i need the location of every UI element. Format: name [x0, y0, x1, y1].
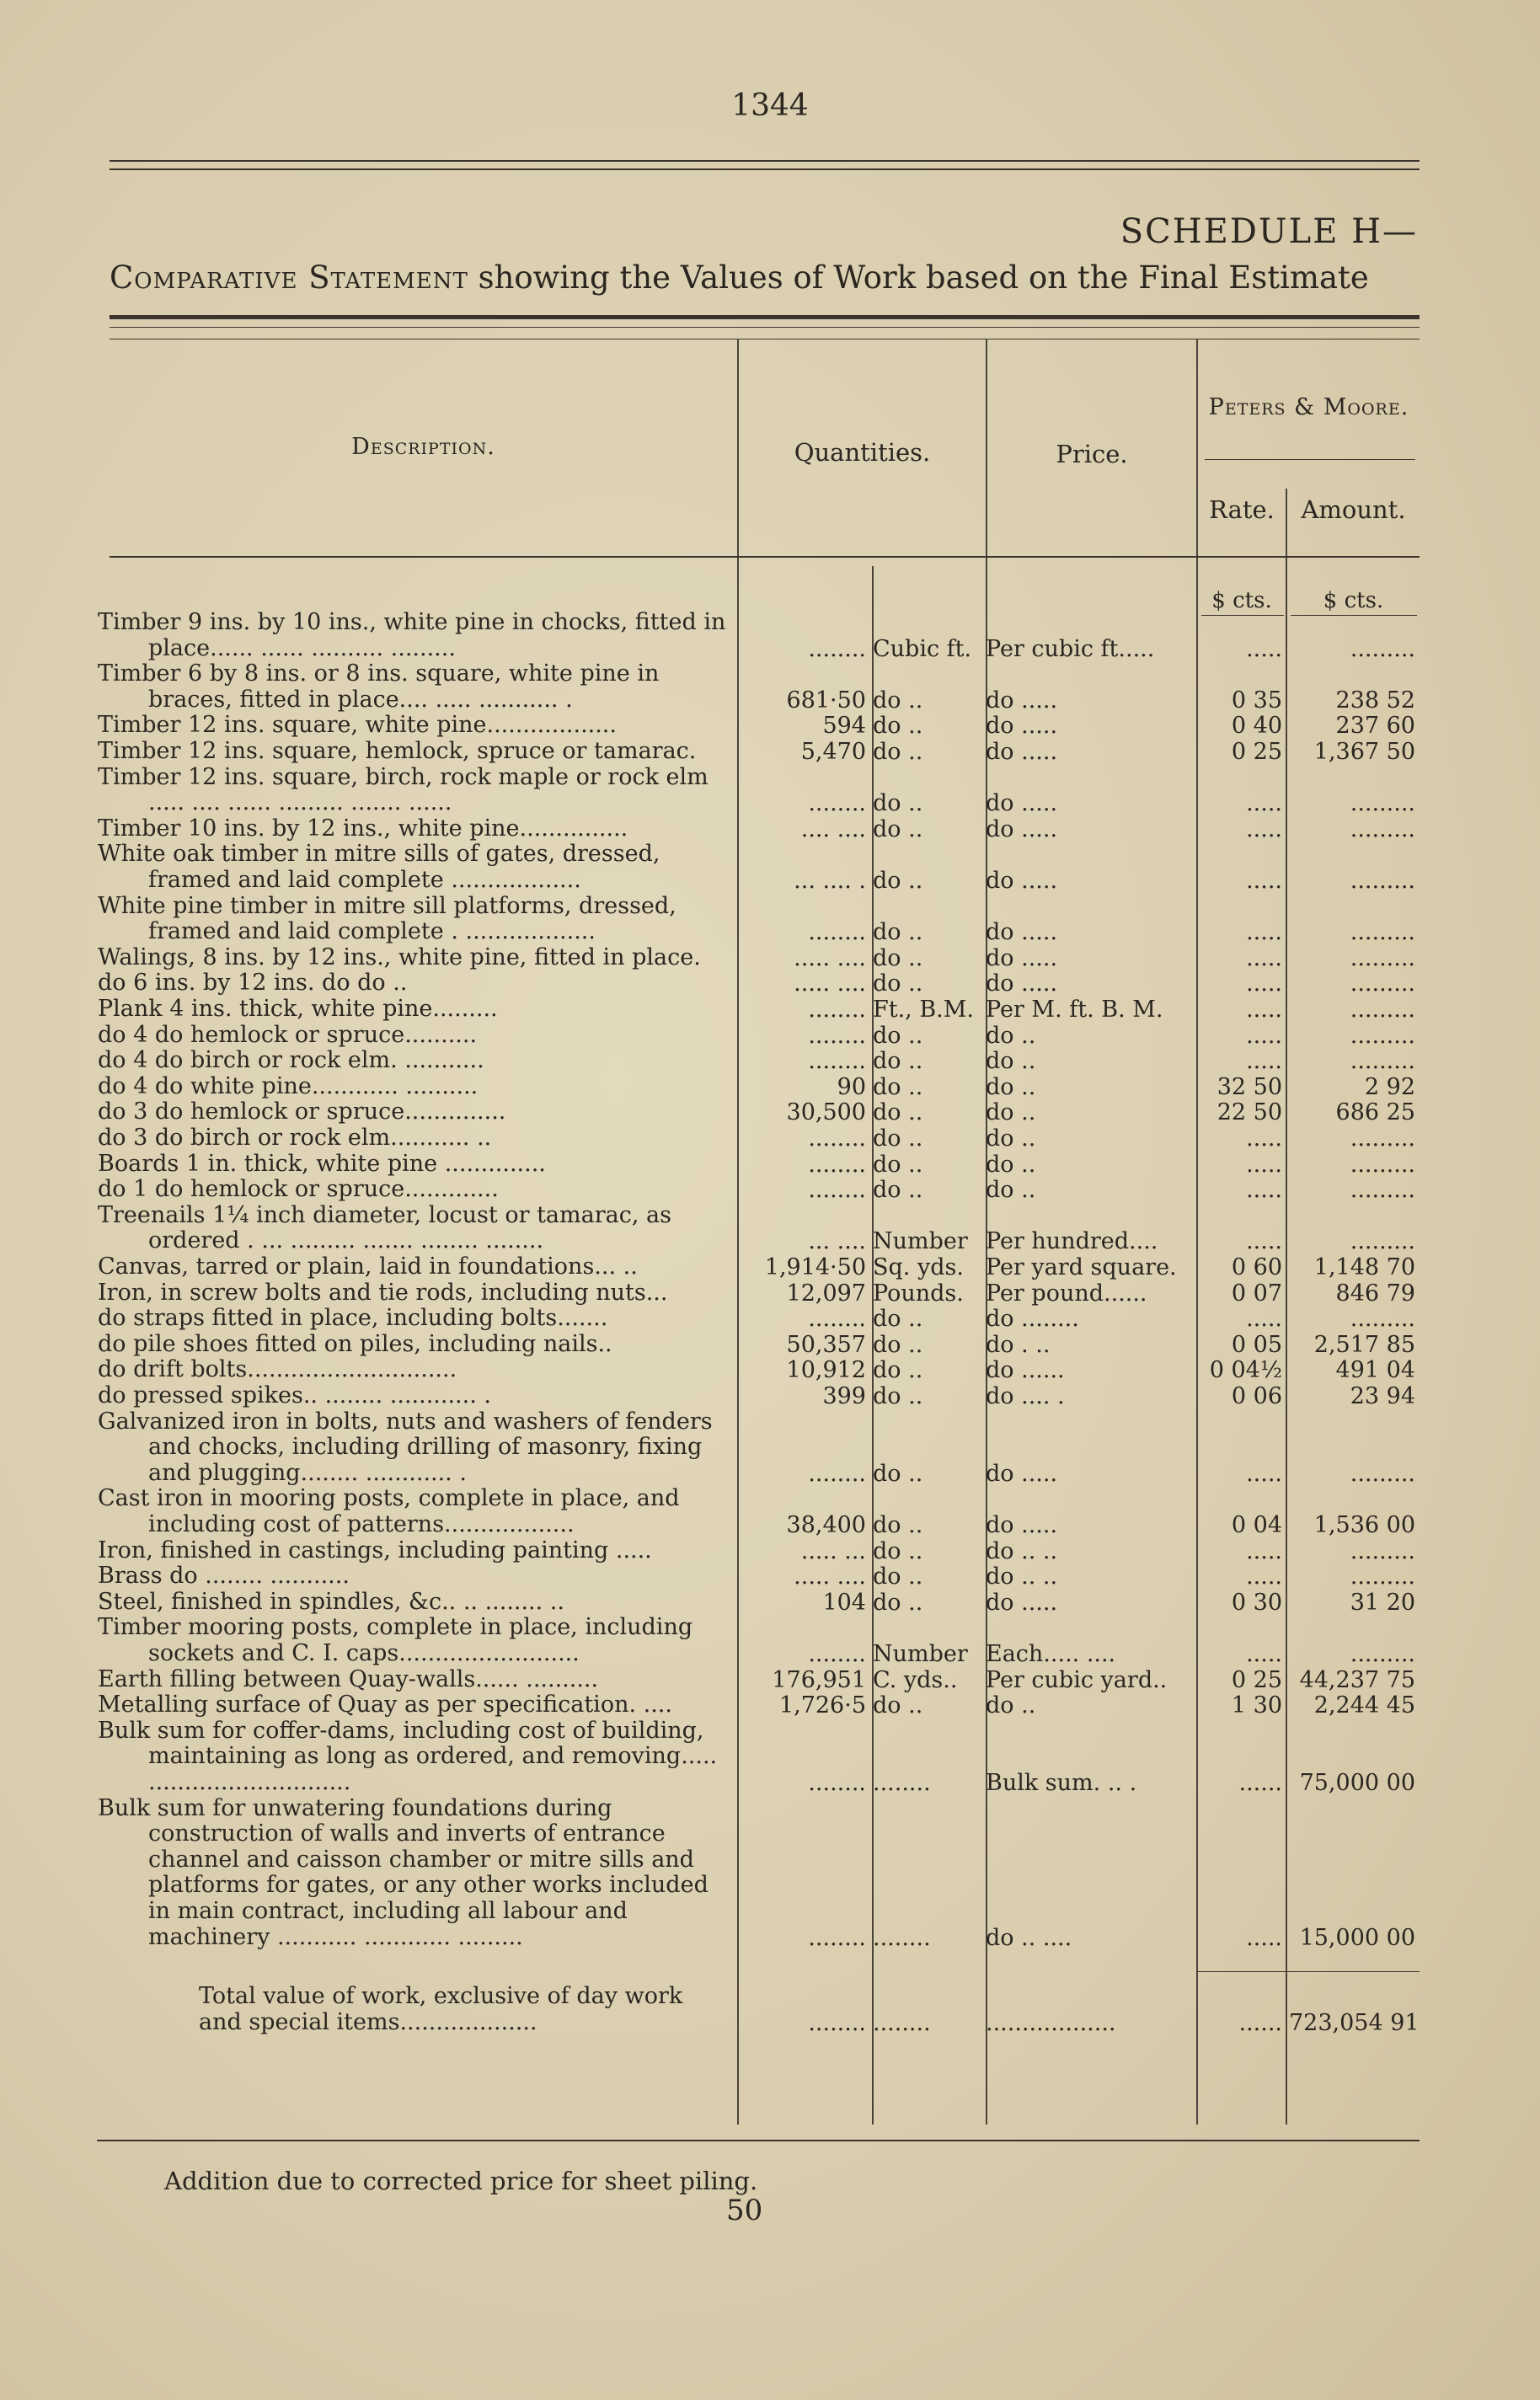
row-rate: 0 25 — [1231, 739, 1282, 765]
row-price: do ..... — [986, 815, 1058, 842]
row-description: Walings, 8 ins. by 12 ins., white pine, fitted in place. — [98, 943, 701, 970]
row-rate: 0 06 — [1231, 1383, 1282, 1409]
row-description: do pile shoes fitted on piles, including nails.. — [98, 1330, 612, 1357]
header-bottom-rule — [110, 556, 1420, 558]
row-price: do ..... — [986, 1512, 1058, 1538]
row-unit: do .. — [873, 1177, 923, 1204]
row-quantity: ... .... . — [794, 868, 866, 894]
table-bottom-rule — [97, 2140, 1420, 2141]
row-quantity: 1,914·50 — [764, 1254, 866, 1280]
row-rate: 0 40 — [1231, 713, 1282, 740]
row-unit: do .. — [873, 1331, 923, 1358]
row-amount: 237 60 — [1335, 713, 1415, 740]
row-description: Steel, finished in spindles, &c.. .. ........ .. — [98, 1588, 564, 1615]
column-line-rate-amount — [1286, 489, 1287, 2125]
row-rate: 0 05 — [1231, 1331, 1282, 1358]
row-description: do 1 do hemlock or spruce............. — [98, 1176, 499, 1203]
row-rate: ..... — [1246, 1537, 1282, 1564]
row-quantity: ........ — [808, 1177, 866, 1204]
row-price: do ..... — [986, 687, 1058, 714]
row-price: do ..... — [986, 713, 1058, 740]
row-rate: 0 30 — [1231, 1589, 1282, 1616]
header-firm: Peters & Moore. — [1208, 394, 1409, 420]
row-rate: ..... — [1246, 997, 1282, 1023]
row-quantity: 1,726·5 — [778, 1692, 866, 1719]
row-price: Per pound...... — [986, 1280, 1147, 1307]
row-description: Galvanized iron in bolts, nuts and washers of fenders and chocks, including drilling of masonry, fixing and plugging........ ............ . — [98, 1408, 713, 1486]
row-unit: do .. — [873, 1306, 923, 1333]
row-price: do ..... — [986, 790, 1058, 817]
row-amount: ......... — [1350, 635, 1415, 662]
subtitle-rest: showing the Values of Work based on the Final Estimate — [468, 259, 1369, 296]
row-quantity: ........ — [808, 1151, 866, 1178]
row-description: Total value of work, exclusive of day work and special items................... — [199, 1983, 683, 2035]
row-description: Timber 9 ins. by 10 ins., white pine in chocks, fitted in place...... ...... .......... ......... — [98, 609, 726, 661]
row-amount: ......... — [1350, 1048, 1415, 1075]
row-unit: do .. — [873, 1022, 923, 1049]
row-description: Timber mooring posts, complete in place, including sockets and C. I. caps......................... — [98, 1614, 693, 1666]
subtitle-smallcaps: Comparative Statement — [110, 259, 468, 296]
row-price: do ........ — [986, 1306, 1079, 1333]
footnote: Addition due to corrected price for sheet piling. — [164, 2167, 758, 2195]
row-price: do ..... — [986, 970, 1058, 997]
row-amount: ......... — [1350, 997, 1415, 1023]
row-unit: Ft., B.M. — [873, 997, 974, 1023]
row-amount: ......... — [1350, 1641, 1415, 1667]
row-description: do pressed spikes.. ........ ............ . — [98, 1382, 491, 1408]
row-quantity: 5,470 — [800, 739, 866, 765]
row-amount: ......... — [1350, 1537, 1415, 1564]
row-amount: 23 94 — [1350, 1383, 1415, 1409]
row-description: do 3 do hemlock or spruce.............. — [98, 1098, 506, 1125]
row-unit: do .. — [873, 1460, 923, 1487]
row-price: Bulk sum. .. . — [986, 1770, 1137, 1796]
row-description: Plank 4 ins. thick, white pine......... — [98, 996, 498, 1022]
row-price: Per hundred.... — [986, 1228, 1158, 1255]
row-quantity: ........ — [808, 2009, 866, 2036]
row-price: do .. — [986, 1022, 1036, 1049]
row-rate: ...... — [1238, 1770, 1282, 1796]
row-rate: ..... — [1246, 868, 1282, 894]
row-description: Boards 1 in. thick, white pine .............. — [98, 1150, 546, 1177]
row-price: do ..... — [986, 919, 1058, 946]
row-quantity: ........ — [808, 1306, 866, 1333]
row-rate: 0 04½ — [1209, 1357, 1282, 1384]
row-quantity: ........ — [808, 997, 866, 1023]
row-rate: ..... — [1246, 1125, 1282, 1152]
row-price: do .. — [986, 1073, 1036, 1100]
row-amount: ......... — [1350, 790, 1415, 817]
row-amount: 686 25 — [1335, 1099, 1415, 1126]
row-price: Each..... .... — [986, 1641, 1116, 1667]
row-rate: 0 60 — [1231, 1254, 1282, 1280]
row-description: do 3 do birch or rock elm........... .. — [98, 1125, 492, 1151]
row-quantity: .... .... — [800, 815, 866, 842]
row-description: White oak timber in mitre sills of gates, dressed, framed and laid complete .................. — [98, 841, 660, 893]
row-rate: ...... — [1238, 2009, 1282, 2036]
row-amount: 1,367 50 — [1313, 739, 1415, 765]
row-description: Timber 12 ins. square, hemlock, spruce or tamarac. — [98, 738, 697, 764]
row-amount: ......... — [1350, 1177, 1415, 1204]
row-unit: do .. — [873, 1073, 923, 1100]
row-quantity: 10,912 — [786, 1357, 866, 1384]
row-rate: 0 35 — [1231, 687, 1282, 714]
row-amount: 44,237 75 — [1299, 1666, 1415, 1693]
row-unit: do .. — [873, 1357, 923, 1384]
row-quantity: ........ — [808, 1048, 866, 1075]
row-rate: 0 07 — [1231, 1280, 1282, 1307]
top-rule-2 — [110, 168, 1420, 170]
row-quantity: 681·50 — [786, 687, 866, 714]
amount-unit: $ cts. — [1323, 588, 1384, 613]
row-rate: 1 30 — [1231, 1692, 1282, 1719]
row-price: Per M. ft. B. M. — [986, 997, 1163, 1023]
row-price: do ..... — [986, 1460, 1058, 1487]
rate-unit: $ cts. — [1211, 588, 1272, 613]
row-rate: ..... — [1246, 790, 1282, 817]
row-unit: do .. — [873, 944, 923, 971]
row-price: .................. — [986, 2009, 1116, 2036]
header-rate: Rate. — [1209, 495, 1275, 524]
row-price: do .... . — [986, 1383, 1065, 1409]
row-unit: do .. — [873, 687, 923, 714]
top-rule-1 — [110, 160, 1420, 162]
row-description: Metalling surface of Quay as per specification. .... — [98, 1692, 672, 1718]
row-price: do .. .... — [986, 1924, 1072, 1951]
title-rule-thick — [110, 315, 1420, 319]
row-amount: ......... — [1350, 970, 1415, 997]
row-rate: ..... — [1246, 1306, 1282, 1333]
row-rate: ..... — [1246, 919, 1282, 946]
row-description: Timber 10 ins. by 12 ins., white pine............... — [98, 815, 628, 842]
row-unit: do .. — [873, 1383, 923, 1409]
row-amount: ......... — [1350, 1563, 1415, 1590]
title-rule-thin — [110, 327, 1420, 328]
row-rate: ..... — [1246, 1048, 1282, 1075]
header-description: Description. — [351, 434, 495, 460]
row-unit: do .. — [873, 739, 923, 765]
row-amount: ......... — [1350, 815, 1415, 842]
row-price: do .. — [986, 1692, 1036, 1719]
row-unit: Number — [873, 1641, 968, 1667]
row-quantity: ........ — [808, 790, 866, 817]
row-rate: ..... — [1246, 1177, 1282, 1204]
row-unit: Sq. yds. — [873, 1254, 964, 1280]
row-rate: ..... — [1246, 635, 1282, 662]
row-description: Iron, finished in castings, including painting ..... — [98, 1537, 652, 1563]
total-top-rule — [1196, 1971, 1420, 1972]
row-amount: ......... — [1350, 1306, 1415, 1333]
row-amount: 31 20 — [1350, 1589, 1415, 1616]
row-unit: do .. — [873, 970, 923, 997]
row-description: Canvas, tarred or plain, laid in foundations... .. — [98, 1253, 638, 1280]
row-quantity: 104 — [822, 1589, 866, 1616]
row-amount: 2 92 — [1364, 1073, 1415, 1100]
column-line-desc-qty — [737, 339, 739, 2125]
row-description: Timber 12 ins. square, white pine.................. — [98, 712, 617, 739]
row-description: Cast iron in mooring posts, complete in place, and including cost of patterns.................. — [98, 1485, 680, 1537]
row-quantity: ..... .... — [794, 944, 866, 971]
row-unit: do .. — [873, 815, 923, 842]
row-quantity: 594 — [822, 713, 866, 740]
row-amount: 2,244 45 — [1313, 1692, 1415, 1719]
row-quantity: ........ — [808, 919, 866, 946]
row-price: do .. — [986, 1177, 1036, 1204]
row-amount: 1,148 70 — [1313, 1254, 1415, 1280]
row-amount: 2,517 85 — [1313, 1331, 1415, 1358]
row-quantity: ..... .... — [794, 970, 866, 997]
row-price: Per yard square. — [986, 1254, 1177, 1280]
row-unit: do .. — [873, 1589, 923, 1616]
row-description: Treenails 1¼ inch diameter, locust or tamarac, as ordered . ... ......... ....... ........ ........ — [98, 1201, 671, 1254]
unit-underline-amount — [1291, 615, 1417, 616]
row-amount: 723,054 91 — [1289, 2009, 1420, 2036]
header-quantities: Quantities. — [794, 438, 931, 467]
row-amount: ......... — [1350, 1228, 1415, 1255]
document-subtitle — [110, 259, 1369, 296]
row-quantity: 12,097 — [786, 1280, 866, 1307]
row-description: Iron, in screw bolts and tie rods, including nuts... — [98, 1279, 668, 1306]
row-rate: ..... — [1246, 1924, 1282, 1951]
row-description: do drift bolts............................. — [98, 1356, 457, 1383]
row-description: Bulk sum for unwatering foundations during construction of walls and inverts of entrance channel and caisson chamber or mitre sills and platforms for gates, or any other works included in main contract, including all labour and machinery ........... ............ ......... — [98, 1794, 709, 1950]
row-rate: 32 50 — [1216, 1073, 1282, 1100]
row-unit: ........ — [873, 1924, 931, 1951]
row-amount: 846 79 — [1335, 1280, 1415, 1307]
row-amount: ......... — [1350, 944, 1415, 971]
row-description: Timber 6 by 8 ins. or 8 ins. square, white pine in braces, fitted in place.... ..... ........... . — [98, 660, 660, 713]
row-price: do .. — [986, 1048, 1036, 1075]
row-price: do .. .. — [986, 1537, 1058, 1564]
row-quantity: ........ — [808, 1770, 866, 1796]
row-amount: ......... — [1350, 1151, 1415, 1178]
row-quantity: 30,500 — [786, 1099, 866, 1126]
row-quantity: ........ — [808, 1641, 866, 1667]
row-price: do ..... — [986, 1589, 1058, 1616]
row-unit: ........ — [873, 2009, 931, 2036]
row-quantity: 38,400 — [786, 1512, 866, 1538]
row-quantity: 50,357 — [786, 1331, 866, 1358]
row-unit: do .. — [873, 1099, 923, 1126]
row-quantity: ... .... — [808, 1228, 866, 1255]
row-price: Per cubic ft..... — [986, 635, 1155, 662]
row-rate: ..... — [1246, 970, 1282, 997]
row-unit: do .. — [873, 1537, 923, 1564]
footnote-number: 50 — [726, 2194, 763, 2227]
header-amount: Amount. — [1301, 495, 1406, 524]
row-quantity: ........ — [808, 1924, 866, 1951]
row-quantity: ........ — [808, 1022, 866, 1049]
row-quantity: ........ — [808, 1125, 866, 1152]
row-rate: ..... — [1246, 1563, 1282, 1590]
row-rate: ..... — [1246, 1460, 1282, 1487]
row-quantity: ..... .... — [794, 1563, 866, 1590]
row-description: do 4 do hemlock or spruce.......... — [98, 1021, 478, 1048]
row-price: do ...... — [986, 1357, 1065, 1384]
schedule-title: SCHEDULE H— — [1120, 212, 1418, 251]
row-rate: ..... — [1246, 1151, 1282, 1178]
row-unit: do .. — [873, 790, 923, 817]
row-quantity: ..... ... — [800, 1537, 866, 1564]
row-amount: ......... — [1350, 1022, 1415, 1049]
row-quantity: 90 — [837, 1073, 866, 1100]
row-price: do ..... — [986, 944, 1058, 971]
row-amount: ......... — [1350, 1125, 1415, 1152]
row-quantity: 176,951 — [772, 1666, 866, 1693]
row-amount: 75,000 00 — [1299, 1770, 1415, 1796]
firm-underline — [1205, 459, 1415, 460]
row-price: do .. — [986, 1099, 1036, 1126]
row-rate: ..... — [1246, 815, 1282, 842]
row-amount: 15,000 00 — [1299, 1924, 1415, 1951]
row-amount: 491 04 — [1335, 1357, 1415, 1384]
row-description: White pine timber in mitre sill platforms, dressed, framed and laid complete . .................. — [98, 892, 676, 945]
row-amount: ......... — [1350, 1460, 1415, 1487]
row-rate: ..... — [1246, 1022, 1282, 1049]
row-unit: do .. — [873, 868, 923, 894]
row-rate: 0 25 — [1231, 1666, 1282, 1693]
row-quantity: ........ — [808, 1460, 866, 1487]
row-unit: Number — [873, 1228, 968, 1255]
row-unit: do .. — [873, 919, 923, 946]
unit-underline-rate — [1201, 615, 1284, 616]
row-unit: Cubic ft. — [873, 635, 972, 662]
row-unit: do .. — [873, 713, 923, 740]
row-price: do . .. — [986, 1331, 1051, 1358]
row-unit: do .. — [873, 1151, 923, 1178]
row-description: do straps fitted in place, including bolts....... — [98, 1305, 608, 1332]
row-rate: ..... — [1246, 1641, 1282, 1667]
row-unit: Pounds. — [873, 1280, 964, 1307]
row-unit: do .. — [873, 1563, 923, 1590]
row-amount: 1,536 00 — [1313, 1512, 1415, 1538]
row-unit: do .. — [873, 1692, 923, 1719]
row-rate: ..... — [1246, 1228, 1282, 1255]
row-rate: 0 04 — [1231, 1512, 1282, 1538]
row-quantity: ........ — [808, 635, 866, 662]
row-amount: 238 52 — [1335, 687, 1415, 714]
row-price: do ..... — [986, 739, 1058, 765]
row-description: do 4 do white pine............ .......... — [98, 1072, 479, 1099]
row-price: do .. .. — [986, 1563, 1058, 1590]
row-amount: ......... — [1350, 919, 1415, 946]
row-unit: do .. — [873, 1512, 923, 1538]
row-rate: 22 50 — [1216, 1099, 1282, 1126]
row-price: do .. — [986, 1151, 1036, 1178]
row-unit: ........ — [873, 1770, 931, 1796]
row-price: Per cubic yard.. — [986, 1666, 1168, 1693]
row-description: Brass do ........ ........... — [98, 1563, 350, 1590]
row-price: do .. — [986, 1125, 1036, 1152]
row-unit: do .. — [873, 1125, 923, 1152]
row-description: Earth filling between Quay-walls...... .......... — [98, 1665, 599, 1692]
row-description: do 6 ins. by 12 ins. do do .. — [98, 970, 408, 997]
row-description: Timber 12 ins. square, birch, rock maple or rock elm ..... .... ...... ......... ....... ...... — [98, 763, 709, 816]
header-price: Price. — [1056, 440, 1128, 468]
row-price: do ..... — [986, 868, 1058, 894]
row-unit: C. yds.. — [873, 1666, 958, 1693]
row-rate: ..... — [1246, 944, 1282, 971]
row-description: do 4 do birch or rock elm. ........... — [98, 1047, 484, 1074]
row-quantity: 399 — [822, 1383, 866, 1409]
row-unit: do .. — [873, 1048, 923, 1075]
page-number: 1344 — [731, 88, 809, 123]
row-amount: ......... — [1350, 868, 1415, 894]
row-description: Bulk sum for coffer-dams, including cost of building, maintaining as long as ordered, and removing..... ............................ — [98, 1717, 718, 1795]
